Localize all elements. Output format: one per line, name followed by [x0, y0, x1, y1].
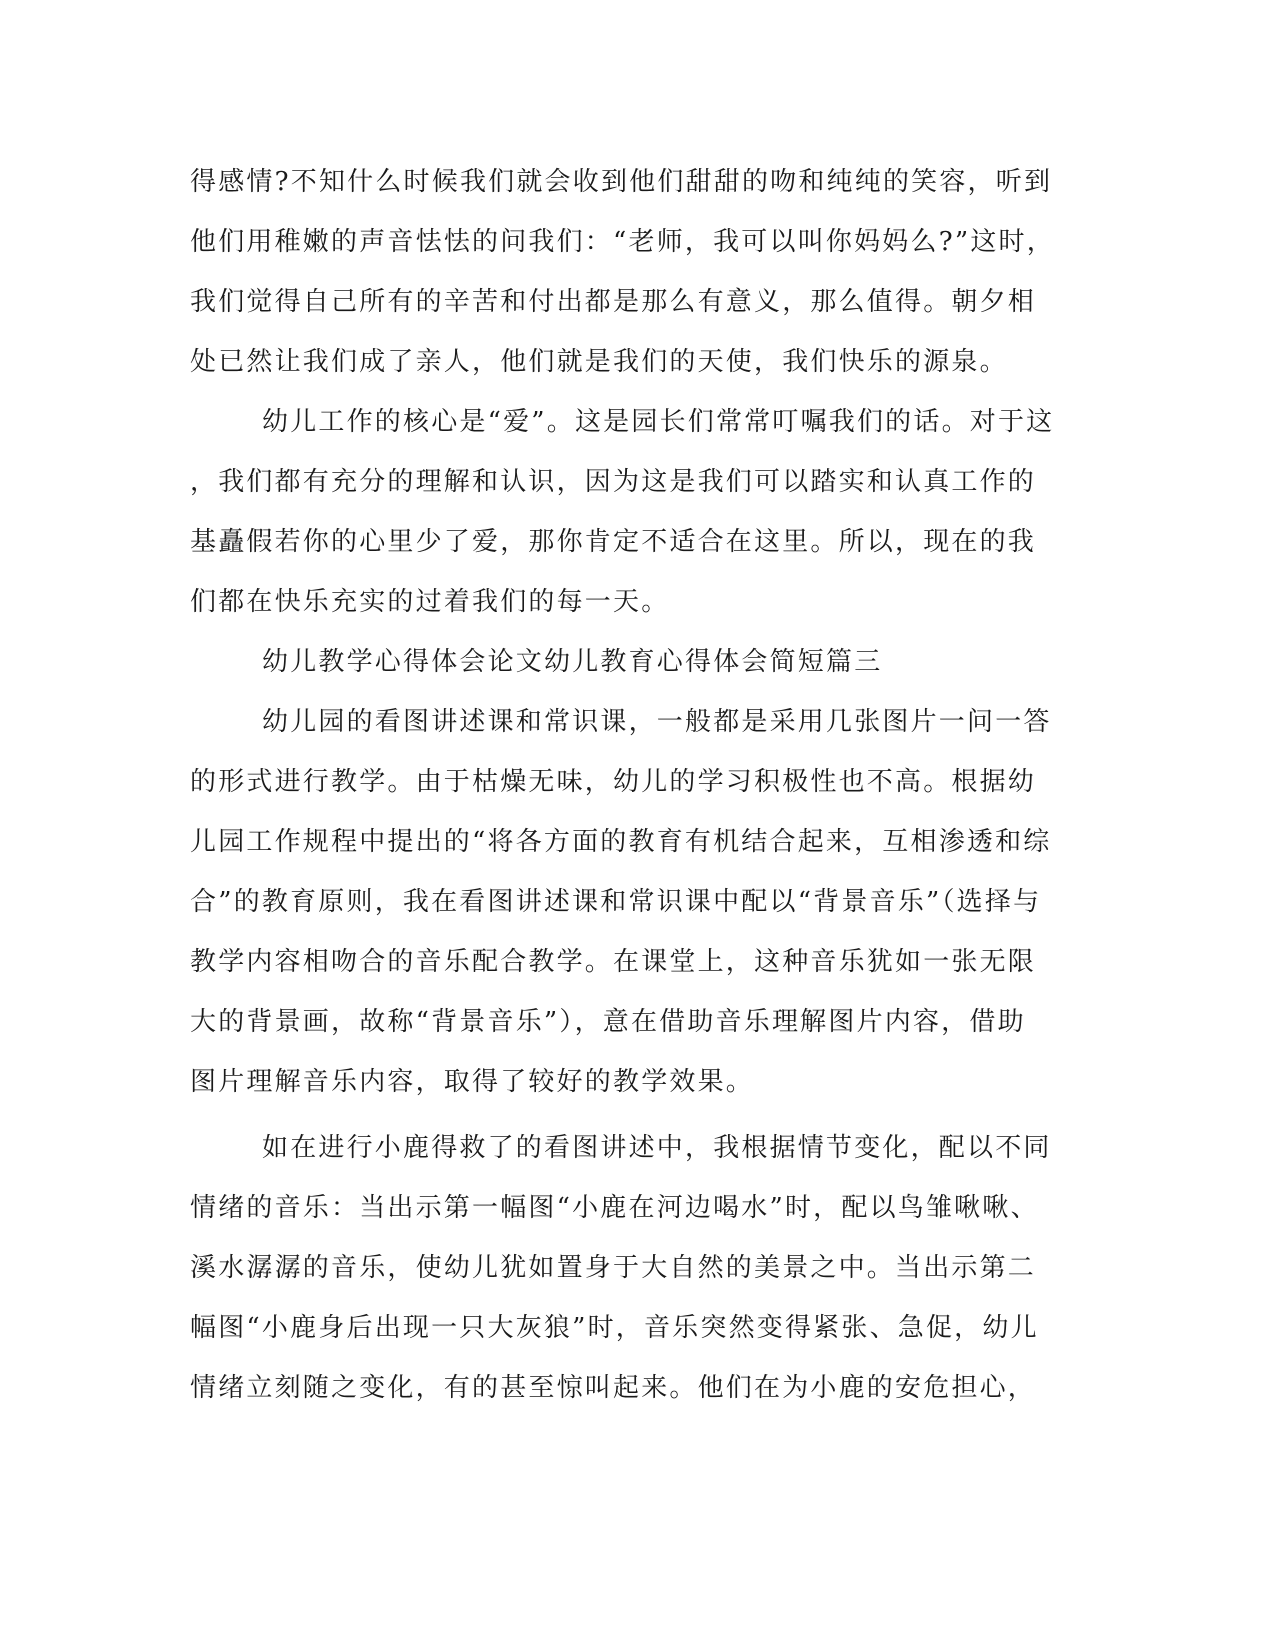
text-line: 教学内容相吻合的音乐配合教学。在课堂上，这种音乐犹如一张无限: [190, 947, 1037, 977]
text-line: 的形式进行教学。由于枯燥无味，幼儿的学习积极性也不高。根据幼: [190, 767, 1037, 797]
text-line: 合”的教育原则，我在看图讲述课和常识课中配以“背景音乐”（选择与: [190, 887, 1042, 917]
text-line: 们都在快乐充实的过着我们的每一天。: [190, 587, 670, 617]
text-line: 情绪立刻随之变化，有的甚至惊叫起来。他们在为小鹿的安危担心，: [190, 1373, 1037, 1403]
text-line: 处已然让我们成了亲人，他们就是我们的天使，我们快乐的源泉。: [190, 347, 1008, 377]
text-line: ，我们都有充分的理解和认识，因为这是我们可以踏实和认真工作的: [190, 467, 1037, 497]
paragraph-4: [190, 1128, 1090, 1428]
text-line: 溪水潺潺的音乐，使幼儿犹如置身于大自然的美景之中。当出示第二: [190, 1253, 1037, 1283]
text-line: 我们觉得自己所有的辛苦和付出都是那么有意义，那么值得。朝夕相: [190, 287, 1037, 317]
text-line: 幅图“小鹿身后出现一只大灰狼”时，音乐突然变得紧张、急促，幼儿: [190, 1313, 1039, 1343]
text-line: 大的背景画，故称“背景音乐”），意在借助音乐理解图片内容，借助: [190, 1007, 1026, 1037]
text-line: 图片理解音乐内容，取得了较好的教学效果。: [190, 1067, 755, 1097]
text-line: 儿园工作规程中提出的“将各方面的教育有机结合起来，互相渗透和综: [190, 827, 1052, 857]
text-line: 幼儿园的看图讲述课和常识课，一般都是采用几张图片一问一答: [262, 707, 1052, 737]
section-heading: [190, 642, 1090, 702]
document-body: [190, 162, 1090, 1428]
text-line: 基矗假若你的心里少了爱，那你肯定不适合在这里。所以，现在的我: [190, 527, 1037, 557]
paragraph-1: [190, 162, 1090, 402]
text-line: 情绪的音乐：当出示第一幅图“小鹿在河边喝水”时，配以鸟雏啾啾、: [190, 1193, 1039, 1223]
text-line: 幼儿工作的核心是“爱”。这是园长们常常叮嘱我们的话。对于这: [262, 407, 1055, 437]
text-line: 他们用稚嫩的声音怯怯的问我们：“老师，我可以叫你妈妈么?”这时，: [190, 227, 1055, 257]
paragraph-3: [190, 702, 1090, 1122]
heading-text: 幼儿教学心得体会论文幼儿教育心得体会简短篇三: [262, 647, 883, 677]
text-line: 得感情?不知什么时候我们就会收到他们甜甜的吻和纯纯的笑容，听到: [190, 167, 1053, 197]
text-line: 如在进行小鹿得救了的看图讲述中，我根据情节变化，配以不同: [262, 1133, 1052, 1163]
paragraph-2: [190, 402, 1090, 642]
